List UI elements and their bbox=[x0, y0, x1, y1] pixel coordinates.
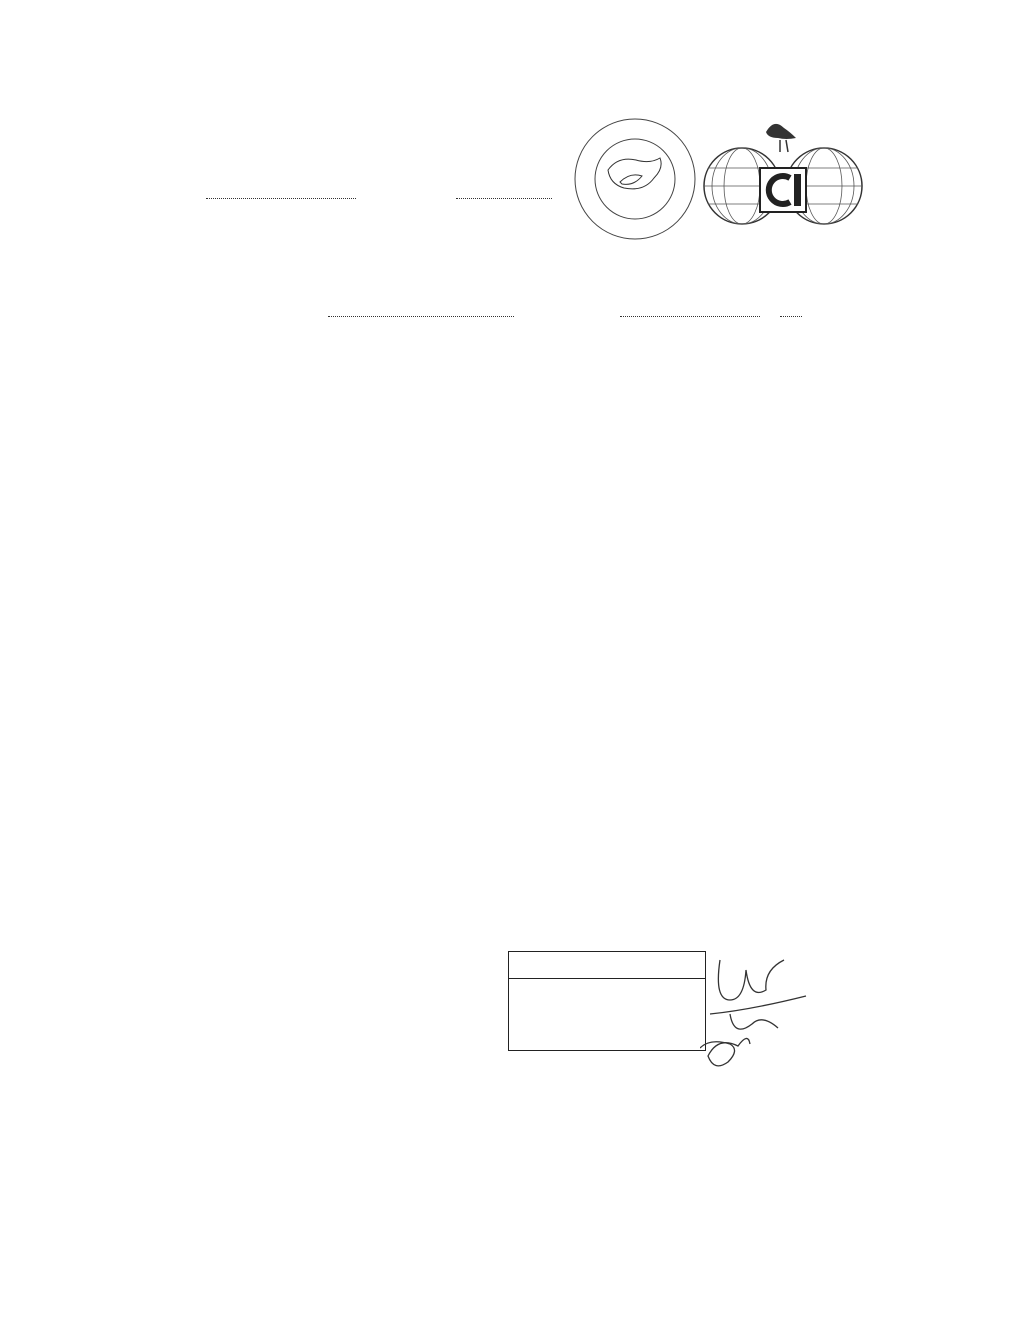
commission-box bbox=[508, 951, 706, 1051]
signatures bbox=[700, 950, 820, 1090]
commission-title bbox=[509, 952, 705, 979]
